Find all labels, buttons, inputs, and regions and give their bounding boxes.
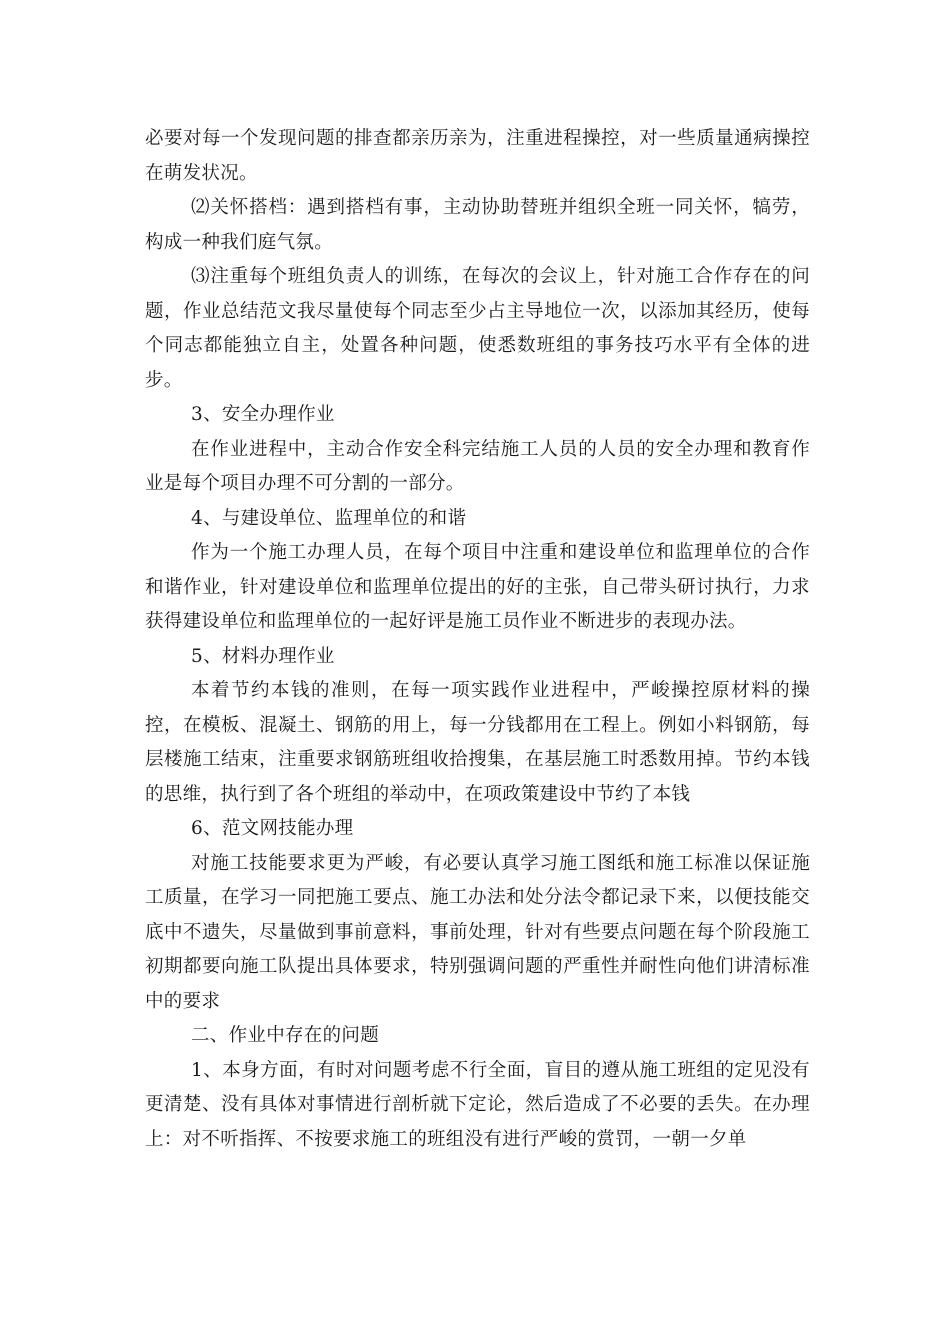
heading-existing-problems: 二、作业中存在的问题 — [191, 1025, 380, 1046]
heading-material-management: 5、材料办理作业 — [191, 645, 335, 667]
heading-technical-management: 6、范文网技能办理 — [191, 818, 354, 839]
heading-safety-management: 3、安全办理作业 — [191, 404, 335, 425]
paragraph-self-problems: 1、本身方面，有时对问题考虑不行全面，盲目的遵从施工班组的定见没有更清楚、没有具体对事情进行剖析就下定论，然后造成了不必要的丢失。在办理上：对不听指挥、不按要求施工的班组没有进行严峻的赏罚，一朝一夕单 — [145, 1059, 810, 1150]
paragraph-material-management: 本着节约本钱的准则，在每一项实践作业进程中，严峻操控原材料的操控，在模板、混凝土、钢筋的用上，每一分钱都用在工程上。例如小料钢筋，每层楼施工结束，注重要求钢筋班组收拾搜集，在基层施工时悉数用掉。节约本钱的思维，执行到了各个班组的举动中，在项政策建设中节约了本钱 — [145, 680, 810, 805]
paragraph-safety-management: 在作业进程中，主动合作安全科完结施工人员的人员的安全办理和教育作业是每个项目办理不可分割的一部分。 — [145, 438, 810, 494]
paragraph-team-leader-training: ⑶注重每个班组负责人的训练，在每次的会议上，针对施工合作存在的问题，作业总结范文我尽量使每个同志至少占主导地位一次，以添加其经历，使每个同志都能独立自主，处置各种问题，使悉数班组的事务技巧水平有全体的进步。 — [145, 266, 810, 391]
paragraph-care-partners: ⑵关怀搭档：遇到搭档有事，主动协助替班并组织全班一同关怀，犒劳，构成一种我们庭气氛。 — [145, 197, 810, 253]
paragraph-coordination: 作为一个施工办理人员，在每个项目中注重和建设单位和监理单位的合作和谐作业，针对建设单位和监理单位提出的好的主张，自己带头研讨执行，力求获得建设单位和监理单位的一起好评是施工员作业不断进步的表现办法。 — [145, 542, 810, 632]
document-body — [145, 122, 810, 1157]
heading-coordination: 4、与建设单位、监理单位的和谐 — [191, 507, 467, 529]
paragraph-continuation: 必要对每一个发现问题的排查都亲历亲为，注重进程操控，对一些质量通病操控在萌发状况。 — [145, 128, 810, 184]
paragraph-technical-management: 对施工技能要求更为严峻，有必要认真学习施工图纸和施工标准以保证施工质量，在学习一同把施工要点、施工办法和处分法令都记录下来，以便技能交底中不遗失，尽量做到事前意料，事前处理，针对有些要点问题在每个阶段施工初期都要向施工队提出具体要求，特别强调问题的严重性并耐性向他们讲清标准中的要求 — [145, 852, 810, 1012]
